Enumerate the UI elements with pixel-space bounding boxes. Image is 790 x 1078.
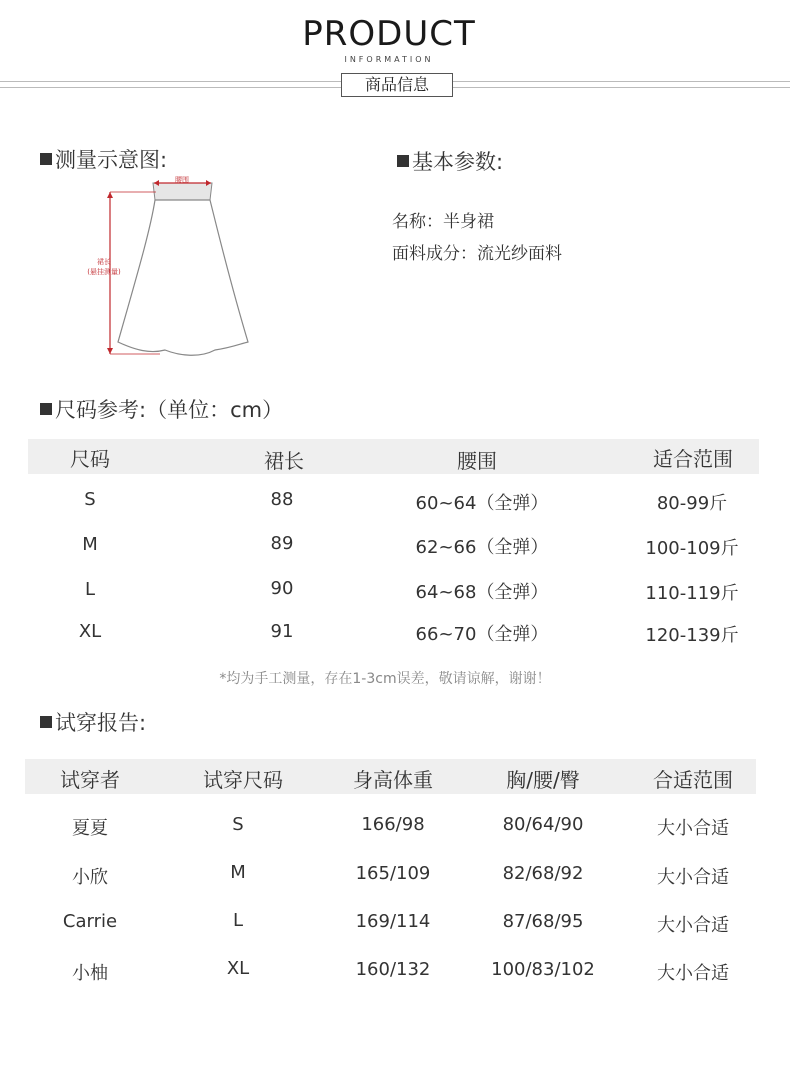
trial-col-header: 身高体重 — [353, 768, 433, 792]
square-bullet-icon — [40, 716, 52, 728]
skirt-waistband — [153, 183, 212, 200]
size-col-header: 腰围 — [457, 449, 497, 473]
trial-cell: 大小合适 — [657, 915, 729, 936]
size-cell: 89 — [270, 533, 294, 554]
size-cell: L — [84, 579, 96, 600]
skirt-body — [118, 200, 248, 355]
size-cell: 91 — [270, 621, 294, 642]
measurement-note: *均为手工测量，存在1-3cm误差，敬请谅解，谢谢！ — [219, 671, 551, 687]
square-bullet-icon — [40, 403, 52, 415]
trial-cell: L — [232, 910, 244, 931]
trial-cell: 大小合适 — [657, 818, 729, 839]
trial-cell: XL — [226, 958, 250, 979]
trial-cell: 小柚 — [72, 963, 108, 984]
size-cell: 120-139斤 — [645, 625, 739, 646]
size-cell: 66~70（全弹） — [415, 624, 549, 645]
size-cell: 60~64（全弹） — [415, 493, 549, 514]
header-title: PRODUCT — [302, 14, 476, 54]
size-cell: M — [82, 534, 98, 555]
trial-cell: S — [232, 814, 244, 835]
trial-cell: Carrie — [62, 911, 118, 932]
trial-cell: 夏夏 — [72, 818, 108, 839]
product-fabric: 面料成分：流光纱面料 — [392, 244, 562, 264]
size-col-header: 裙长 — [264, 449, 304, 473]
size-heading — [40, 394, 283, 424]
trial-cell: 165/109 — [355, 863, 431, 884]
trial-cell: 160/132 — [355, 959, 431, 980]
measure-heading — [40, 144, 167, 174]
header-subtitle: INFORMATION — [344, 55, 434, 64]
skirt-diagram — [80, 172, 270, 362]
basic-heading — [397, 146, 503, 176]
trial-heading — [40, 707, 146, 737]
size-cell: 90 — [270, 578, 294, 599]
trial-heading-text: 试穿报告: — [55, 711, 147, 735]
measure-heading-text: 测量示意图: — [55, 148, 168, 172]
square-bullet-icon — [397, 155, 409, 167]
trial-col-header: 试穿尺码 — [203, 768, 283, 792]
size-cell: S — [84, 489, 96, 510]
size-cell: 62~66（全弹） — [415, 537, 549, 558]
trial-cell: M — [230, 862, 246, 883]
trial-cell: 大小合适 — [657, 963, 729, 984]
length-label-note: (悬挂测量) — [87, 268, 121, 276]
trial-cell: 87/68/95 — [502, 911, 584, 932]
size-cell: 80-99斤 — [656, 493, 728, 514]
trial-cell: 166/98 — [361, 814, 425, 835]
trial-col-header: 胸/腰/臀 — [506, 768, 580, 792]
size-col-header: 尺码 — [70, 447, 110, 471]
trial-col-header: 试穿者 — [60, 768, 120, 792]
size-cell: XL — [78, 621, 102, 642]
trial-cell: 80/64/90 — [502, 814, 584, 835]
size-cell: 100-109斤 — [645, 538, 739, 559]
header-label-box: 商品信息 — [341, 73, 453, 97]
size-heading-text: 尺码参考:（单位：cm） — [55, 398, 284, 422]
trial-cell: 小欣 — [72, 867, 108, 888]
trial-cell: 100/83/102 — [491, 959, 595, 980]
trial-col-header: 合适范围 — [653, 768, 733, 792]
basic-heading-text: 基本参数: — [412, 150, 504, 174]
length-label: 裙长 — [97, 258, 111, 266]
waist-label: 腰围 — [175, 176, 189, 184]
trial-cell: 大小合适 — [657, 867, 729, 888]
trial-cell: 169/114 — [355, 911, 431, 932]
size-col-header: 适合范围 — [653, 447, 733, 471]
size-cell: 88 — [270, 489, 294, 510]
product-name: 名称：半身裙 — [392, 212, 494, 232]
size-cell: 110-119斤 — [645, 583, 739, 604]
trial-cell: 82/68/92 — [502, 863, 584, 884]
square-bullet-icon — [40, 153, 52, 165]
size-cell: 64~68（全弹） — [415, 582, 549, 603]
